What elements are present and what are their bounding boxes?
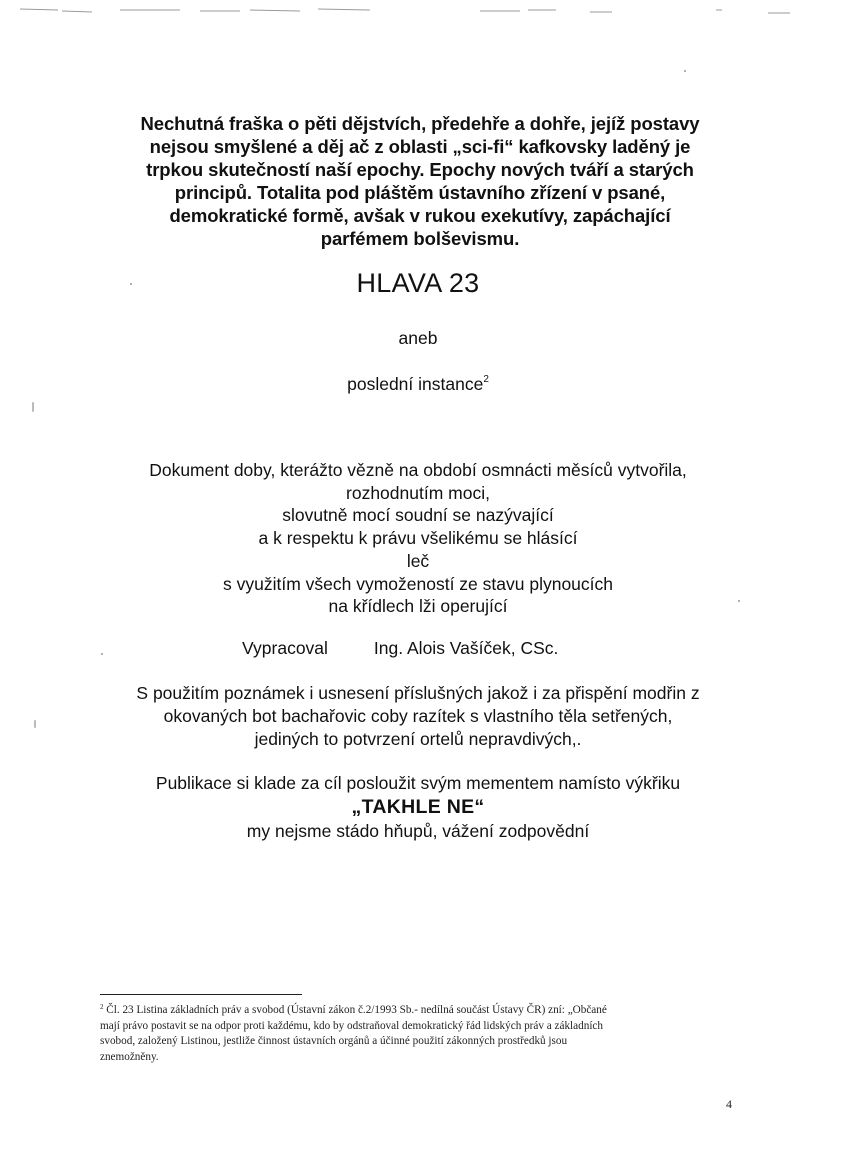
scan-speck [32,402,34,412]
description-line: Dokument doby, kterážto vězně na období osmnácti měsíců vytvořila, [149,460,687,480]
author-line [242,638,558,659]
notes-paragraph [0,682,836,751]
footnote-line: mají právo postavit se na odpor proti každému, kdo by odstraňoval demokratický řád lidských práv a základních [100,1019,603,1032]
page-number: 4 [726,1097,732,1111]
footnote [100,1000,740,1065]
description-line: a k respektu k právu všelikému se hlásící [258,528,578,549]
publication-statement [0,772,836,843]
footnote-line: svobod, založený Listinou, jestliže činnost ústavních orgánů a účinné použití zákonných prostředků jsou [100,1035,568,1048]
document-description [0,459,836,618]
description-line: slovutně mocí soudní se nazývající [282,505,554,526]
intro-line: demokratické formě, avšak v rukou exekutívy, zapáchající [169,205,671,226]
notes-line: S použitím poznámek i usnesení příslušných jakož i za přispění modřin z [136,683,700,703]
notes-line: jediných to potvrzení ortelů nepravdivých,. [254,729,582,749]
intro-line: nejsou smyšlené a děj ač z oblasti „sci-fi“ kafkovsky laděný je [149,136,691,157]
subtitle-text: poslední instance [347,374,484,394]
footnote-text: Čl. 23 Listina základních práv a svobod (Ústavní zákon č.2/1993 Sb.- nedílná součást Ústavy ČR) zní: „Občané [106,1004,607,1016]
description-line: leč [406,550,430,571]
author-name: Ing. Alois Vašíček, CSc. [373,638,559,658]
intro-line: trpkou skutečností naší epochy. Epochy nových tváří a starých [146,159,694,180]
slogan: „TAKHLE NE“ [351,796,485,818]
chapter-title: HLAVA 23 [356,268,480,298]
footnote-line [100,1000,740,1019]
author-label: Vypracoval [242,638,328,658]
footnote-separator [100,994,302,995]
intro-paragraph [110,112,730,250]
subtitle [0,369,836,395]
publication-line: my nejsme stádo hňupů, vážení zodpovědní [246,821,590,841]
description-line: na křídlech lži operující [328,596,508,617]
footnote-line: znemožněny. [100,1050,159,1063]
scan-speck [684,70,686,72]
intro-line: Nechutná fraška o pěti dějstvích, předehře a dohře, jejíž postavy [140,113,700,134]
intro-line: principů. Totalita pod pláštěm ústavního zřízení v psané, [174,182,666,203]
notes-line: okovaných bot bachařovic coby razítek s vlastního těla setřených, [163,706,673,726]
scan-edge-noise [0,0,850,30]
description-line: rozhodnutím moci, [346,482,490,503]
scan-speck [101,653,103,655]
subtitle-connector: aneb [398,328,438,348]
footnote-reference[interactable]: 2 [483,374,489,385]
footnote-mark: 2 [100,1003,104,1011]
publication-line: Publikace si klade za cíl posloužit svým mementem namísto výkřiku [155,773,681,793]
description-line: s využitím všech vymožeností ze stavu plynoucích [222,573,614,594]
intro-line: parfémem bolševismu. [320,228,520,249]
